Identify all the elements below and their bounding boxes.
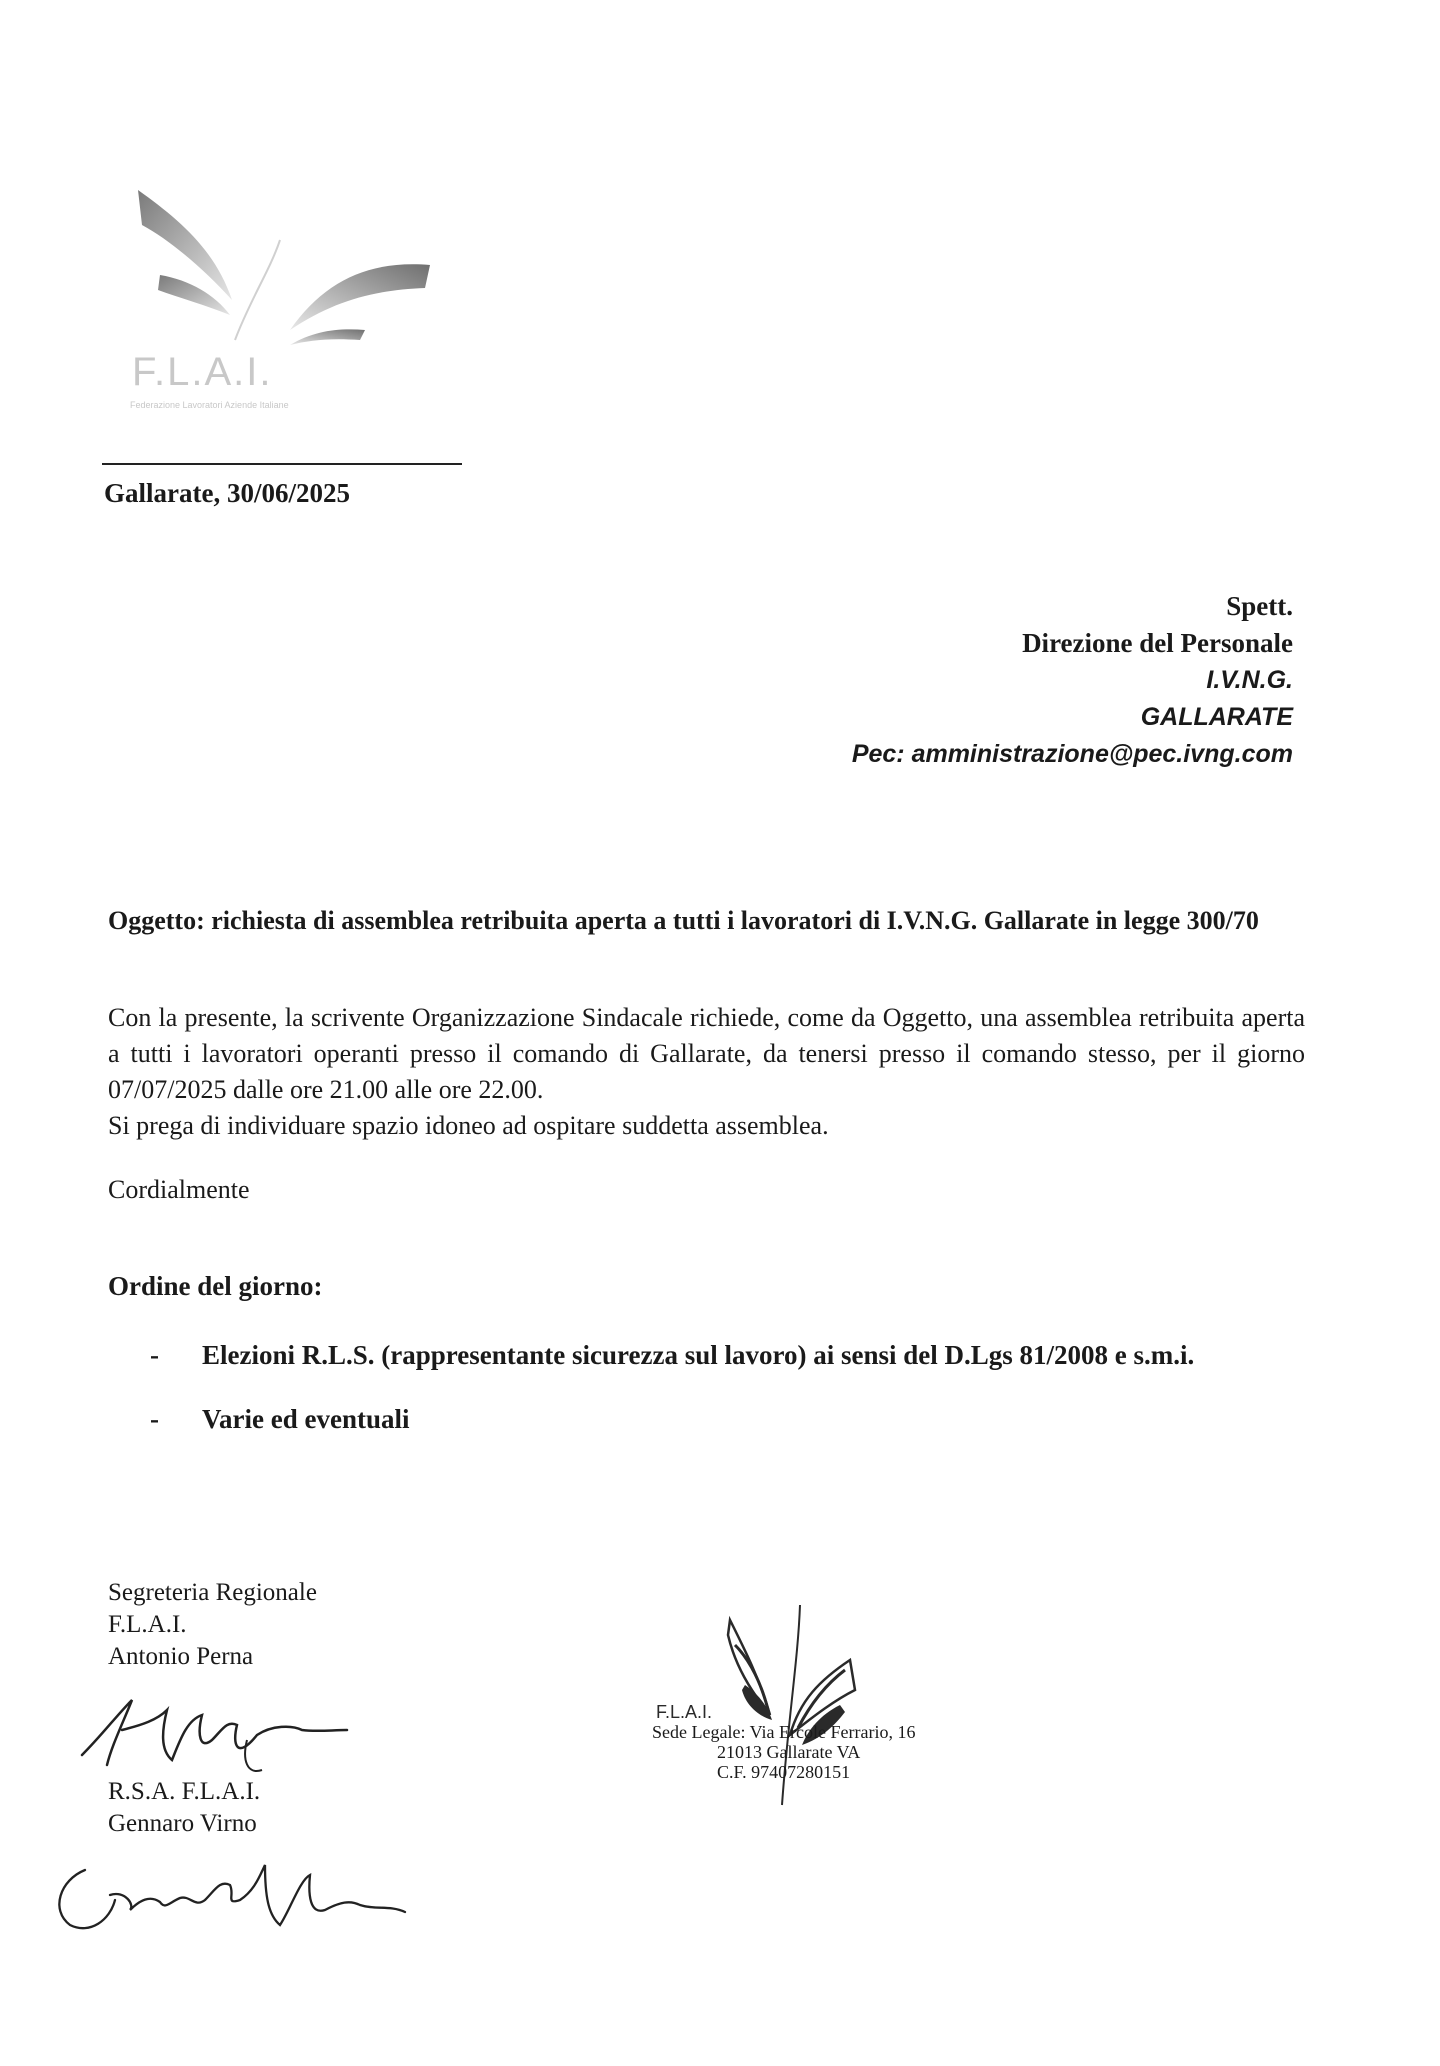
place-date: Gallarate, 30/06/2025 [104, 478, 350, 508]
logo-subtitle: Federazione Lavoratori Aziende Italiane [130, 400, 289, 410]
header-divider [102, 463, 462, 465]
signatory-name: Antonio Perna [108, 1643, 254, 1670]
agenda-title: Ordine del giorno: [108, 1271, 323, 1301]
stamp-address: Sede Legale: Via Ercole Ferrario, 16 [652, 1722, 916, 1742]
agenda-item-text: Varie ed eventuali [202, 1404, 410, 1434]
stamp-text [652, 1722, 915, 1782]
stamp-fiscal-code: C.F. 97407280151 [717, 1762, 851, 1782]
signatory-role: R.S.A. F.L.A.I. [108, 1778, 261, 1805]
agenda-item [150, 1404, 409, 1435]
flai-logo [120, 180, 460, 420]
handwritten-signature-icon [62, 1680, 362, 1790]
letter-body [108, 1000, 1305, 1144]
stamp-city: 21013 Gallarate VA [717, 1742, 861, 1762]
body-paragraph: Con la presente, la scrivente Organizzazione Sindacale richiede, come da Oggetto, una assemblea retribuita aperta a tutti i lavoratori operanti presso il comando di Gallarate, da tenersi presso il comando stesso, per il giorno 07/07/2025 dalle ore 21.00 alle ore 22.00. [108, 1003, 1305, 1104]
letter-subject: Oggetto: richiesta di assemblea retribuita aperta a tutti i lavoratori di I.V.N.G. Gallarate in legge 300/70 [108, 906, 1259, 935]
recipient-pec: Pec: amministrazione@pec.ivng.com [851, 740, 1293, 768]
recipient-department: Direzione del Personale [1022, 628, 1293, 658]
leaf-logo-icon [120, 180, 460, 350]
letter-closing: Cordialmente [108, 1175, 250, 1204]
recipient-block [852, 588, 1293, 773]
body-paragraph: Si prega di individuare spazio idoneo ad ospitare suddetta assemblea. [108, 1111, 829, 1140]
handwritten-signature-icon [40, 1840, 420, 1950]
signatory-block-second [108, 1776, 260, 1840]
agenda-item-text: Elezioni R.L.S. (rappresentante sicurezza sul lavoro) ai sensi del D.Lgs 81/2008 e s.m.i. [202, 1340, 1195, 1370]
signatory-org: F.L.A.I. [108, 1611, 187, 1638]
signatory-block-first [108, 1577, 317, 1673]
stamp-logo-letters: F.L.A.I. [656, 1702, 713, 1722]
agenda-bullet: - [150, 1404, 159, 1434]
signatory-role: Segreteria Regionale [108, 1579, 317, 1606]
signatory-name: Gennaro Virno [108, 1810, 257, 1837]
agenda-item [150, 1340, 1194, 1371]
agenda-bullet: - [150, 1340, 159, 1370]
recipient-company: I.V.N.G. [1206, 666, 1293, 694]
logo-letters: F.L.A.I. [132, 350, 273, 394]
recipient-city: GALLARATE [1140, 703, 1293, 731]
recipient-salutation: Spett. [1226, 591, 1293, 621]
